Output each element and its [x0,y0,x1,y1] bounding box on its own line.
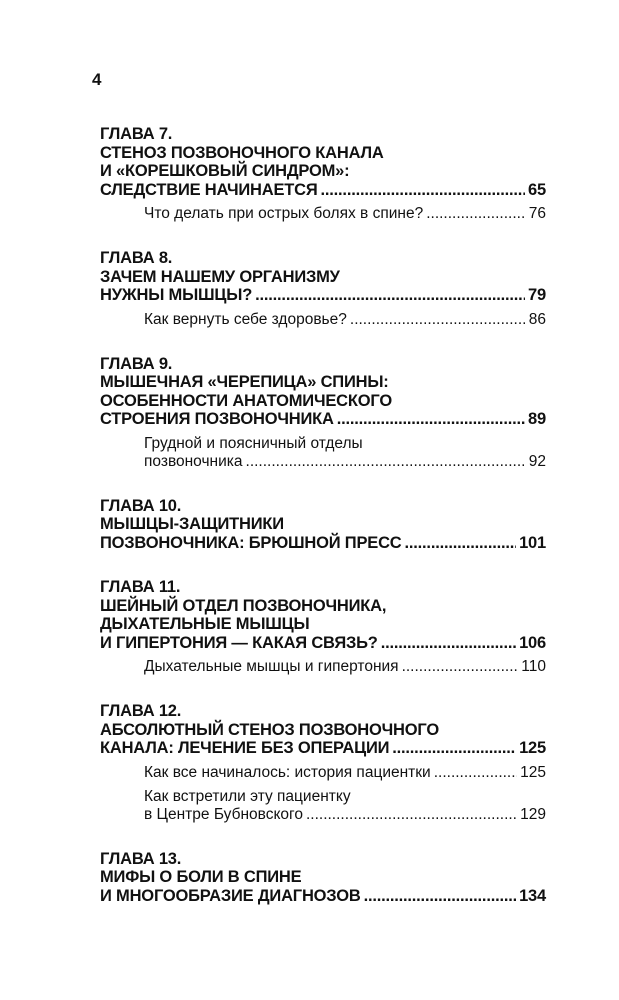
toc-chapter [100,497,546,553]
subentry-title: позвоночника [144,452,243,470]
chapter-label: ГЛАВА 11. [100,578,181,596]
toc-chapter [100,249,546,329]
dot-leader [381,634,516,653]
chapter-page-number: 106 [519,633,546,652]
chapter-label: ГЛАВА 13. [100,849,182,868]
subentry-page-number: 129 [520,805,546,823]
chapter-title-last-line: НУЖНЫ МЫШЦЫ? [100,286,253,304]
chapter-entry [100,410,546,429]
chapter-entry [100,634,546,653]
subentry-line [144,764,546,782]
chapter-title-line: ДЫХАТЕЛЬНЫЕ МЫШЦЫ [100,615,310,633]
subentry-title: Как вернуть себе здоровье? [144,310,347,328]
toc-chapter [100,850,546,906]
subentry-line [144,311,546,329]
chapter-label: ГЛАВА 8. [100,249,173,267]
subentry-page-number: 125 [520,763,546,781]
subentry-page-number: 76 [528,205,546,222]
toc-chapter [100,702,546,824]
subentry-title: Как все начиналось: история пациентки [144,763,431,781]
dot-leader [321,181,526,200]
toc-subentry [144,764,546,782]
subentry-first-line: Как встретили эту пациентку [144,787,351,805]
table-of-contents [100,125,546,931]
dot-leader [434,764,517,782]
subentry-first-line: Грудной и поясничный отделы [144,434,363,452]
subentry-title: Дыхательные мышцы и гипертония [144,658,399,675]
chapter-title-line: СТЕНОЗ ПОЗВОНОЧНОГО КАНАЛА [100,143,384,162]
chapter-label: ГЛАВА 9. [100,354,173,373]
subentry-line [144,806,546,824]
chapter-title-last-line: СЛЕДСТВИЕ НАЧИНАЕТСЯ [100,180,318,199]
chapter-title-line: И «КОРЕШКОВЫЙ СИНДРОМ»: [100,162,350,180]
chapter-title-last-line: СТРОЕНИЯ ПОЗВОНОЧНИКА [100,410,334,428]
dot-leader [337,410,525,429]
chapter-page-number: 101 [519,533,546,552]
toc-subentry [144,311,546,329]
toc-chapter [100,125,546,223]
subentry-page-number: 86 [528,310,546,328]
chapter-title-line: ЗАЧЕМ НАШЕМУ ОРГАНИЗМУ [100,267,340,286]
dot-leader [364,887,517,906]
dot-leader [246,453,526,471]
chapter-title-line: ОСОБЕННОСТИ АНАТОМИЧЕСКОГО [100,391,392,410]
dot-leader [392,739,516,758]
subentry-page-number: 92 [528,452,546,470]
chapter-page-number: 125 [519,739,546,757]
chapter-label: ГЛАВА 7. [100,125,173,143]
dot-leader [402,658,519,676]
toc-chapter [100,578,546,676]
chapter-entry [100,181,546,200]
subentry-line [144,205,546,223]
toc-subentry [144,788,546,824]
subentry-title: в Центре Бубновского [144,805,303,823]
toc-subentry [144,205,546,223]
chapter-label: ГЛАВА 10. [100,496,182,515]
chapter-title-line: МЫШЦЫ-ЗАЩИТНИКИ [100,515,284,533]
chapter-page-number: 79 [528,286,546,304]
chapter-page-number: 134 [519,886,546,905]
chapter-entry [100,739,546,758]
chapter-title-last-line: ПОЗВОНОЧНИКА: БРЮШНОЙ ПРЕСС [100,533,402,552]
chapter-entry [100,534,546,553]
chapter-entry [100,286,546,305]
subentry-page-number: 110 [521,658,546,675]
chapter-entry [100,887,546,906]
dot-leader [255,286,525,305]
dot-leader [306,806,517,824]
chapter-label: ГЛАВА 12. [100,702,182,720]
chapter-title-last-line: И ГИПЕРТОНИЯ — КАКАЯ СВЯЗЬ? [100,633,378,652]
subentry-title: Что делать при острых болях в спине? [144,205,424,222]
dot-leader [350,311,526,329]
dot-leader [405,534,517,553]
subentry-line [144,453,546,471]
chapter-title-last-line: КАНАЛА: ЛЕЧЕНИЕ БЕЗ ОПЕРАЦИИ [100,739,390,757]
page-number: 4 [92,70,102,89]
chapter-title-line: МЫШЕЧНАЯ «ЧЕРЕПИЦА» СПИНЫ: [100,373,389,391]
toc-subentry [144,435,546,471]
toc-subentry [144,658,546,676]
chapter-title-line: АБСОЛЮТНЫЙ СТЕНОЗ ПОЗВОНОЧНОГО [100,720,439,739]
chapter-title-line: ШЕЙНЫЙ ОТДЕЛ ПОЗВОНОЧНИКА, [100,596,387,615]
chapter-title-last-line: И МНОГООБРАЗИЕ ДИАГНОЗОВ [100,886,361,905]
chapter-title-line: МИФЫ О БОЛИ В СПИНЕ [100,868,302,886]
chapter-page-number: 65 [528,180,546,199]
subentry-line [144,658,546,676]
chapter-page-number: 89 [528,410,546,428]
toc-chapter [100,355,546,471]
dot-leader [426,205,526,223]
